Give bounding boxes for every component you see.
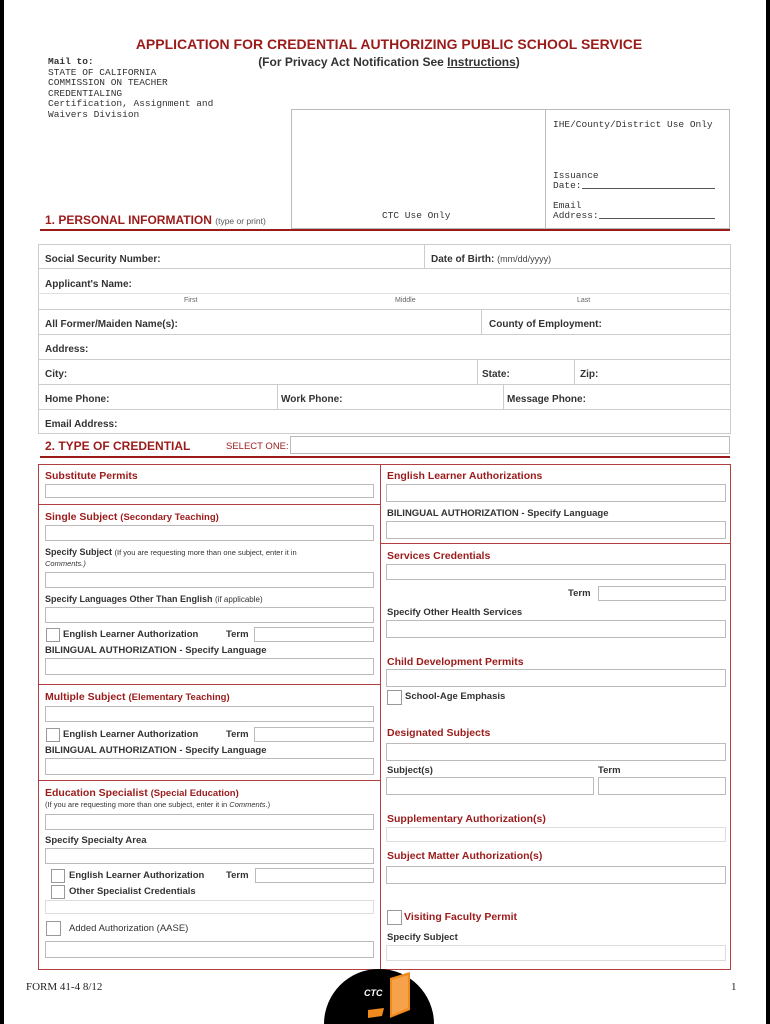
- ssn-field[interactable]: Social Security Number:: [45, 254, 161, 265]
- section-2-rule: [40, 456, 730, 458]
- applicant-name-field[interactable]: Applicant's Name:: [45, 279, 132, 290]
- grid-line: [38, 309, 731, 310]
- left-section-divider: [38, 684, 380, 685]
- ctc-logo-text: CTC: [364, 988, 383, 998]
- el-auth-checkbox-ed[interactable]: [51, 869, 65, 883]
- ihe-use-label: IHE/County/District Use Only: [553, 119, 713, 130]
- ctc-logo: [324, 966, 434, 1024]
- instructions-link[interactable]: Instructions: [447, 55, 516, 69]
- supplementary-heading: Supplementary Authorization(s): [387, 813, 546, 825]
- services-input[interactable]: [386, 564, 726, 580]
- other-health-input[interactable]: [386, 620, 726, 638]
- ed-specialist-note: (If you are requesting more than one subject, enter it in Comments.): [45, 800, 271, 809]
- section-1-rule: [40, 229, 730, 231]
- grid-line: [38, 334, 731, 335]
- visiting-specify-subject-label: Specify Subject: [387, 932, 458, 943]
- services-term-label: Term: [568, 588, 591, 599]
- ed-specialist-heading: Education Specialist (Special Education): [45, 787, 239, 799]
- grid-line: [38, 359, 731, 360]
- credential-center-divider: [380, 464, 381, 970]
- grid-line: [38, 268, 731, 269]
- bilingual-label-multiple: BILINGUAL AUTHORIZATION - Specify Language: [45, 745, 267, 756]
- email-address-field[interactable]: Email Address:: [45, 419, 118, 430]
- mail-to-heading: Mail to:: [48, 56, 94, 67]
- grid-divider: [277, 384, 278, 409]
- ctc-box-divider: [545, 109, 546, 229]
- mail-line: CREDENTIALING: [48, 87, 123, 99]
- el-auth-label: English Learner Authorization: [69, 870, 205, 881]
- mail-line: Waivers Division: [48, 108, 140, 120]
- bilingual-input-multiple[interactable]: [45, 758, 374, 775]
- email-label-1: Email: [553, 200, 582, 211]
- child-dev-heading: Child Development Permits: [387, 656, 524, 668]
- former-names-field[interactable]: All Former/Maiden Name(s):: [45, 319, 178, 330]
- designated-term-input[interactable]: [598, 777, 726, 795]
- added-auth-checkbox[interactable]: [46, 921, 61, 936]
- zip-field[interactable]: Zip:: [580, 369, 599, 380]
- last-name-caption: Last: [577, 297, 591, 304]
- el-auth-checkbox-single[interactable]: [46, 628, 60, 642]
- mail-line: COMMISSION ON TEACHER: [48, 77, 168, 88]
- visiting-faculty-heading: Visiting Faculty Permit: [404, 911, 518, 923]
- county-field[interactable]: County of Employment:: [489, 319, 602, 330]
- added-auth-label: Added Authorization (AASE): [69, 923, 189, 934]
- designated-subjects-input[interactable]: [386, 743, 726, 761]
- el-auth-checkbox-multiple[interactable]: [46, 728, 60, 742]
- term-input-ed[interactable]: [255, 868, 374, 883]
- other-specialist-label: Other Specialist Credentials: [69, 886, 196, 897]
- grid-line: [38, 293, 731, 294]
- el-auth-label: English Learner Authorization: [63, 729, 199, 740]
- subject-matter-input[interactable]: [386, 866, 726, 884]
- message-phone-field[interactable]: Message Phone:: [507, 394, 586, 405]
- email-label-2: Address:: [553, 210, 599, 221]
- substitute-permits-input[interactable]: [45, 484, 374, 498]
- left-section-divider: [38, 504, 380, 505]
- section-2-heading: 2. TYPE OF CREDENTIAL: [45, 439, 191, 453]
- grid-divider: [574, 359, 575, 384]
- personal-info-grid: [38, 244, 731, 434]
- specify-subject-input[interactable]: [45, 572, 374, 588]
- subjects-label: Subject(s): [387, 765, 433, 776]
- address-field[interactable]: Address:: [45, 344, 89, 355]
- term-input-single[interactable]: [254, 627, 374, 642]
- right-section-divider: [380, 543, 731, 544]
- specify-languages-input[interactable]: [45, 607, 374, 623]
- grid-line: [38, 409, 731, 410]
- page-number: 1: [731, 981, 737, 993]
- form-number: FORM 41-4 8/12: [26, 981, 103, 993]
- other-health-label: Specify Other Health Services: [387, 607, 523, 618]
- term-label: Term: [226, 870, 249, 881]
- specialty-area-input[interactable]: [45, 848, 374, 864]
- subjects-input[interactable]: [386, 777, 594, 795]
- city-field[interactable]: City:: [45, 369, 68, 380]
- single-subject-heading: Single Subject (Secondary Teaching): [45, 511, 219, 523]
- section-1-heading: 1. PERSONAL INFORMATION (type or print): [45, 213, 266, 227]
- designated-subjects-heading: Designated Subjects: [387, 727, 491, 739]
- dob-field[interactable]: Date of Birth: (mm/dd/yyyy): [431, 254, 552, 265]
- mail-to-block: [48, 57, 213, 120]
- subject-matter-heading: Subject Matter Authorization(s): [387, 850, 543, 862]
- issuance-date-line[interactable]: [582, 188, 715, 189]
- child-dev-input[interactable]: [386, 669, 726, 687]
- specify-languages-label: Specify Languages Other Than English (if applicable): [45, 594, 263, 604]
- services-heading: Services Credentials: [387, 550, 491, 562]
- left-section-divider: [38, 780, 380, 781]
- select-one-input[interactable]: [290, 436, 730, 454]
- issuance-label-1: Issuance: [553, 170, 599, 181]
- visiting-faculty-checkbox[interactable]: [387, 910, 402, 925]
- ed-specialist-input[interactable]: [45, 814, 374, 830]
- grid-divider: [503, 384, 504, 409]
- grid-divider: [424, 244, 425, 269]
- grid-line: [38, 384, 731, 385]
- middle-name-caption: Middle: [395, 297, 416, 304]
- work-phone-field[interactable]: Work Phone:: [281, 394, 343, 405]
- services-term-input[interactable]: [598, 586, 726, 601]
- grid-divider: [481, 309, 482, 334]
- state-field[interactable]: State:: [482, 369, 510, 380]
- specify-subject-label: Specify Subject (If you are requesting more than one subject, enter it in: [45, 547, 297, 557]
- term-label: Term: [226, 729, 249, 740]
- first-name-caption: First: [184, 297, 198, 304]
- school-age-checkbox[interactable]: [387, 690, 402, 705]
- bilingual-input-right[interactable]: [386, 521, 726, 539]
- other-specialist-checkbox[interactable]: [51, 885, 65, 899]
- school-age-label: School-Age Emphasis: [405, 691, 506, 702]
- mail-line: Certification, Assignment and: [48, 98, 214, 109]
- privacy-subtitle: (For Privacy Act Notification See Instructions): [258, 55, 520, 69]
- term-input-multiple[interactable]: [254, 727, 374, 742]
- comments-note: Comments.): [45, 559, 86, 568]
- el-auth-label: English Learner Authorization: [63, 629, 199, 640]
- multiple-subject-input[interactable]: [45, 706, 374, 722]
- mail-line: STATE OF CALIFORNIA: [48, 66, 157, 78]
- substitute-permits-heading: Substitute Permits: [45, 470, 138, 482]
- term-label: Term: [226, 629, 249, 640]
- grid-divider: [477, 359, 478, 384]
- el-authorizations-heading: English Learner Authorizations: [387, 470, 543, 482]
- ctc-use-label: CTC Use Only: [382, 210, 451, 221]
- form-title: APPLICATION FOR CREDENTIAL AUTHORIZING PUBLIC SCHOOL SERVICE: [135, 36, 643, 52]
- designated-term-label: Term: [598, 765, 621, 776]
- single-subject-input[interactable]: [45, 525, 374, 541]
- el-authorizations-input[interactable]: [386, 484, 726, 502]
- other-specialist-input[interactable]: [45, 900, 374, 914]
- select-one-label: SELECT ONE:: [226, 441, 289, 452]
- bilingual-input-single[interactable]: [45, 658, 374, 675]
- specialty-area-label: Specify Specialty Area: [45, 835, 147, 846]
- visiting-specify-subject-input[interactable]: [386, 945, 726, 961]
- bilingual-label-single: BILINGUAL AUTHORIZATION - Specify Language: [45, 645, 267, 656]
- bilingual-label-right: BILINGUAL AUTHORIZATION - Specify Language: [387, 508, 609, 519]
- issuance-label-2: Date:: [553, 180, 582, 191]
- added-auth-input[interactable]: [45, 941, 374, 958]
- supplementary-input[interactable]: [386, 827, 726, 842]
- home-phone-field[interactable]: Home Phone:: [45, 394, 110, 405]
- form-page: [4, 0, 766, 1024]
- email-address-line[interactable]: [599, 218, 715, 219]
- multiple-subject-heading: Multiple Subject (Elementary Teaching): [45, 691, 230, 703]
